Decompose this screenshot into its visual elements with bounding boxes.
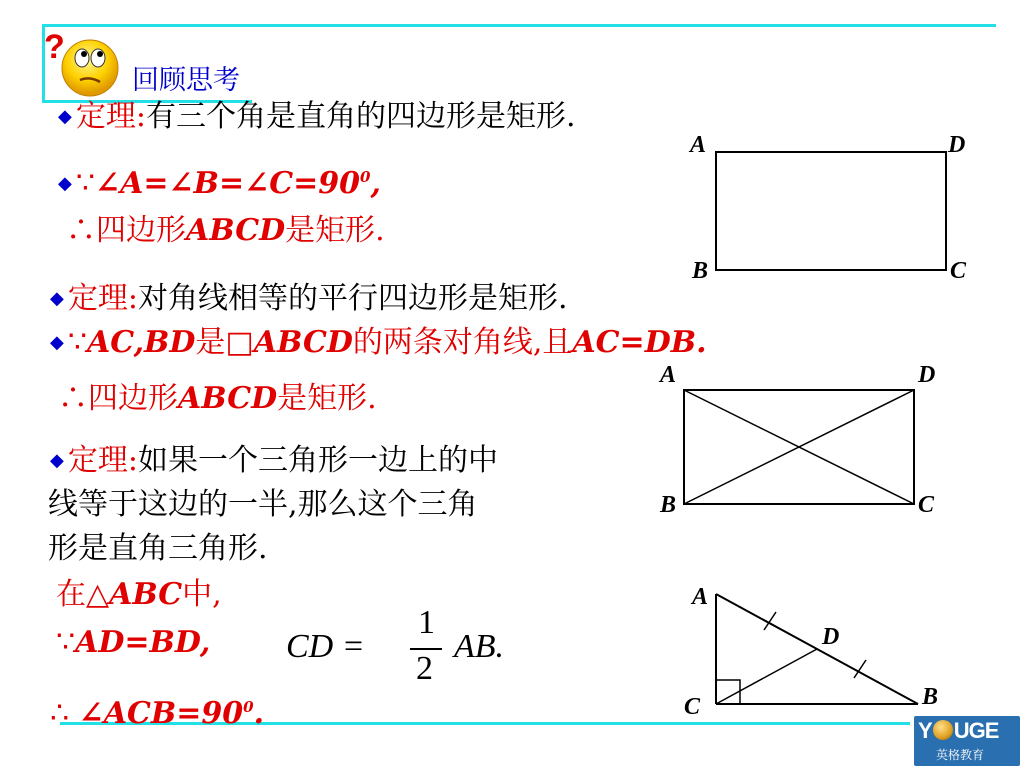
rectangle-figure-2 <box>670 380 940 520</box>
conclusion-figure: ABCD <box>178 381 278 416</box>
conclusion-text: 是矩形. <box>277 381 377 416</box>
logo-brand-text: Y UGE <box>918 718 999 743</box>
figure-abcd: ABCD <box>253 325 353 360</box>
globe-icon <box>933 720 953 740</box>
therefore-symbol: ∴ <box>66 213 96 248</box>
vertex-label-b: B <box>692 258 709 284</box>
segment-bd: BD <box>144 325 196 360</box>
conclusion-end: . <box>253 696 265 731</box>
midline-formula <box>286 604 546 690</box>
vertex-label-b: B <box>660 492 677 518</box>
because-symbol: ∵ <box>75 166 95 201</box>
therefore-symbol: ∴ <box>50 696 70 731</box>
top-rule <box>42 24 996 27</box>
segment-ac: AC <box>86 325 134 360</box>
formula-left: CD = <box>286 628 365 665</box>
conclusion-figure: ABCD <box>186 213 286 248</box>
vertex-label-a: A <box>692 584 709 610</box>
theorem-body: 有三个角是直角的四边形是矩形. <box>145 99 576 134</box>
theorem1-statement <box>58 100 576 134</box>
brand-logo <box>914 716 1020 766</box>
vertex-label-c: C <box>950 258 967 284</box>
theorem3-given <box>56 626 210 660</box>
triangle-abc: ABC <box>109 577 183 612</box>
median-cd <box>716 649 817 704</box>
theorem1-conclusion <box>66 214 385 248</box>
bullet-diamond-icon: ◆ <box>50 332 64 353</box>
bullet-diamond-icon: ◆ <box>58 173 72 194</box>
theorem2-given <box>50 326 707 360</box>
triangle-figure <box>700 584 940 714</box>
given-text: 是 <box>195 325 226 360</box>
because-symbol: ∵ <box>56 625 76 660</box>
vertex-label-a: A <box>660 362 677 388</box>
conclusion-text: 四边形 <box>96 213 186 248</box>
theorem-prefix: 定理: <box>67 281 138 316</box>
theorem3-statement-line2: 线等于这边的一半,那么这个三角 <box>48 487 478 522</box>
theorem2-statement <box>50 282 568 316</box>
thinking-face-icon <box>40 28 130 100</box>
formula-denominator: 2 <box>416 650 433 687</box>
theorem1-given <box>58 160 381 201</box>
because-symbol: ∵ <box>67 325 87 360</box>
rectangle-abcd <box>716 152 946 270</box>
logo-sub-text: 英格教育 <box>936 748 985 762</box>
given-expression: AD=BD, <box>75 625 211 660</box>
theorem-body: 对角线相等的平行四边形是矩形. <box>137 281 568 316</box>
context-text: 中, <box>182 577 222 612</box>
svg-text:?: ? <box>44 28 65 66</box>
theorem3-context <box>56 578 222 612</box>
theorem-prefix: 定理: <box>75 99 146 134</box>
bullet-diamond-icon: ◆ <box>50 288 64 309</box>
formula-numerator: 1 <box>418 604 435 641</box>
vertex-label-d: D <box>918 362 936 388</box>
right-angle-mark <box>716 680 740 704</box>
conclusion-expression: ∠ACB=90 <box>78 696 244 731</box>
context-text: 在△ <box>56 577 110 612</box>
parallelogram-symbol: □ <box>225 325 254 360</box>
theorem3-statement-line1 <box>50 444 498 478</box>
theorem3-conclusion <box>50 690 264 731</box>
conclusion-text: 四边形 <box>88 381 178 416</box>
theorem2-conclusion <box>58 382 377 416</box>
degree-superscript: 0 <box>360 168 371 186</box>
given-text: 的两条对角线,且 <box>352 325 573 360</box>
vertex-label-c: C <box>684 694 701 720</box>
comma: , <box>133 325 145 360</box>
theorem-prefix: 定理: <box>67 443 138 478</box>
given-end: , <box>370 166 381 201</box>
vertex-label-d: D <box>822 624 840 650</box>
vertex-label-c: C <box>918 492 935 518</box>
vertex-label-d: D <box>948 132 966 158</box>
equality-expr: AC=DB <box>572 325 697 360</box>
given-expression: ∠A=∠B=∠C=90 <box>94 166 361 201</box>
bullet-diamond-icon: ◆ <box>58 106 72 127</box>
conclusion-text: 是矩形. <box>285 213 385 248</box>
therefore-symbol: ∴ <box>58 381 88 416</box>
bullet-diamond-icon: ◆ <box>50 450 64 471</box>
period: . <box>696 325 707 360</box>
degree-superscript: 0 <box>243 698 254 716</box>
theorem-body: 如果一个三角形一边上的中 <box>137 443 498 478</box>
rectangle-figure-1 <box>680 128 980 298</box>
formula-right: AB. <box>454 628 505 665</box>
vertex-label-b: B <box>922 684 939 710</box>
theorem3-statement-line3: 形是直角三角形. <box>48 531 268 566</box>
vertex-label-a: A <box>690 132 707 158</box>
section-title: 回顾思考 <box>132 65 240 96</box>
